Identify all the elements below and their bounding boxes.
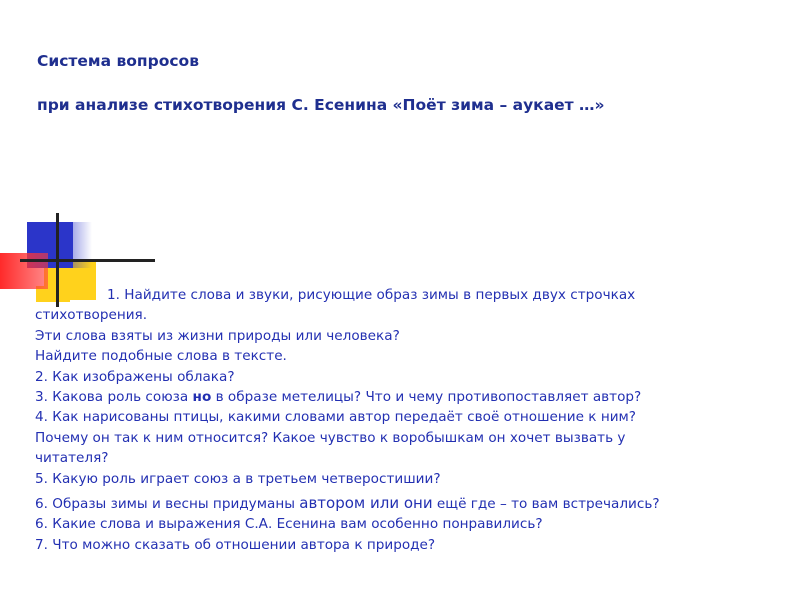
question-1-line-a: 1. Найдите слова и звуки, рисующие образ зимы в первых двух строчках bbox=[107, 287, 636, 303]
slide-title bbox=[37, 50, 787, 116]
title-line-2: при анализе стихотворения С. Есенина «Поёт зима – аукает …» bbox=[37, 96, 605, 114]
question-1-line-c: Эти слова взяты из жизни природы или человека? bbox=[35, 327, 400, 344]
questions-list bbox=[35, 285, 780, 555]
question-3-bold-word: но bbox=[192, 389, 212, 406]
question-6a bbox=[35, 493, 780, 514]
question-4-line-a: 4. Как нарисованы птицы, какими словами автор передаёт своё отношение к ним? bbox=[35, 409, 637, 426]
question-3-pre: 3. Какова роль союза bbox=[35, 389, 193, 406]
question-4-line-b: Почему он так к ним относится? Какое чувство к воробышкам он хочет вызвать у bbox=[35, 429, 626, 446]
question-6a-pre: 6. Образы зимы и весны придуманы bbox=[35, 496, 300, 513]
question-1-line-d: Найдите подобные слова в тексте. bbox=[35, 348, 287, 365]
question-6a-emphasis: автором или они bbox=[299, 494, 433, 513]
question-1-line-b: стихотворения. bbox=[35, 307, 148, 324]
question-6b: 6. Какие слова и выражения С.А. Есенина вам особенно понравились? bbox=[35, 516, 543, 533]
title-line-1: Система вопросов bbox=[37, 52, 200, 70]
question-7: 7. Что можно сказать об отношении автора к природе? bbox=[35, 536, 436, 553]
decor-horizontal-line bbox=[20, 259, 155, 262]
question-4-line-c: читателя? bbox=[35, 450, 109, 467]
question-3 bbox=[35, 387, 780, 407]
question-3-post: в образе метелицы? Что и чему противопоставляет автор? bbox=[211, 389, 642, 406]
question-6a-post: ещё где – то вам встречались? bbox=[432, 496, 660, 513]
question-5: 5. Какую роль играет союз а в третьем четверостишии? bbox=[35, 470, 441, 487]
question-2: 2. Как изображены облака? bbox=[35, 368, 235, 385]
